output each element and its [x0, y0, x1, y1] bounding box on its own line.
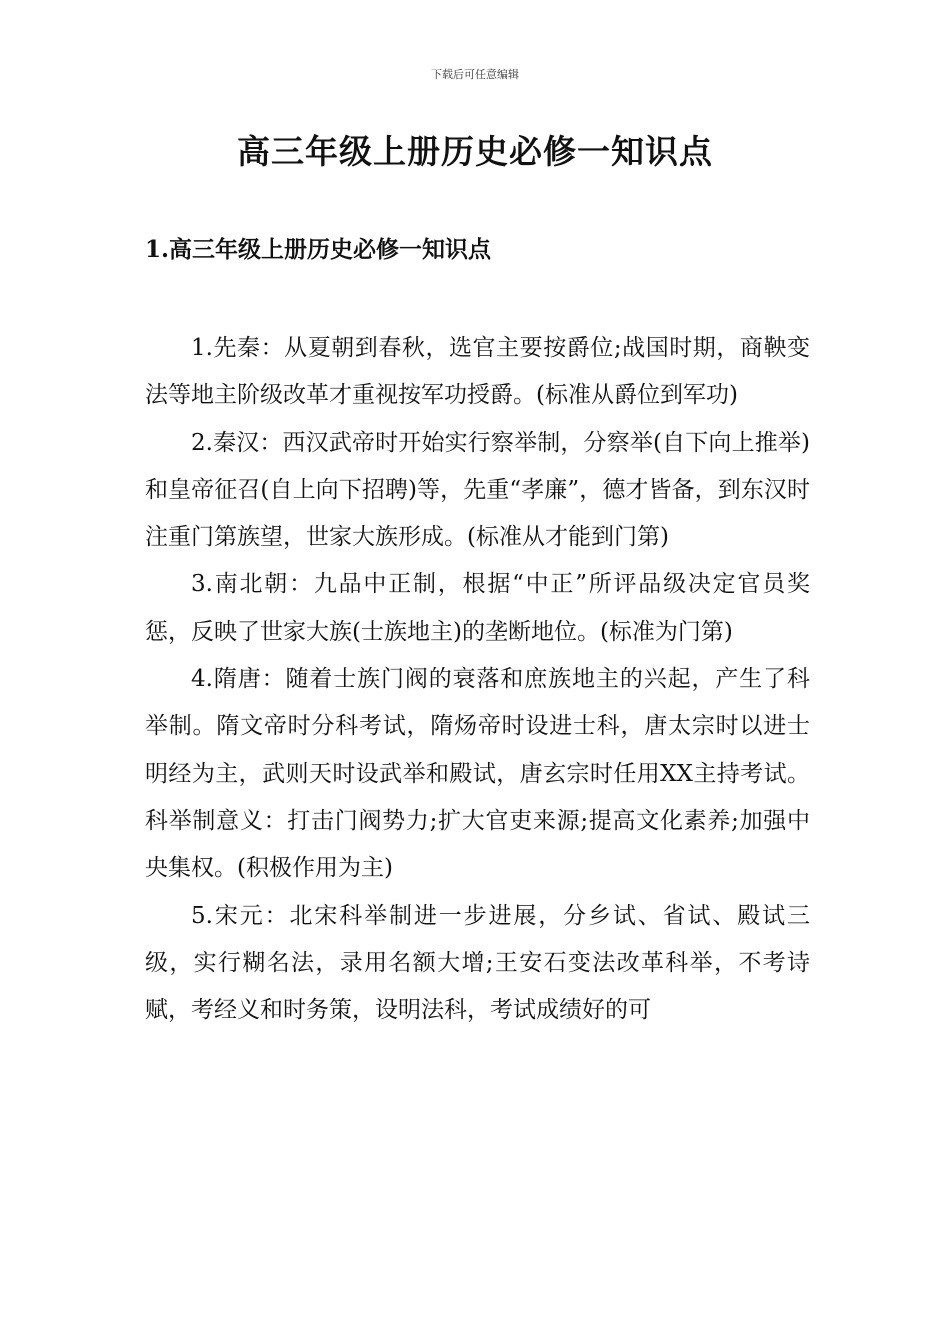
body-text — [145, 325, 810, 1034]
section-heading: 1.高三年级上册历史必修一知识点 — [145, 236, 492, 263]
paragraph-pre-qin: 1.先秦：从夏朝到春秋，选官主要按爵位;战国时期，商鞅变法等地主阶级改革才重视按军功授爵。(标准从爵位到军功) — [145, 335, 810, 409]
paragraph-song-yuan: 5.宋元：北宋科举制进一步进展，分乡试、省试、殿试三级，实行糊名法，录用名额大增;王安石变法改革科举，不考诗赋，考经义和时务策，设明法科，考试成绩好的可 — [145, 902, 810, 1024]
paragraph-qin-han: 2.秦汉：西汉武帝时开始实行察举制，分察举(自下向上推举)和皇帝征召(自上向下招聘)等，先重“孝廉”，德才皆备，到东汉时注重门第族望，世家大族形成。(标准从才能到门第) — [145, 429, 810, 551]
paragraph-sui-tang: 4.隋唐：随着士族门阀的衰落和庶族地主的兴起，产生了科举制。隋文帝时分科考试，隋炀帝时设进士科，唐太宗时以进士明经为主，武则天时设武举和殿试，唐玄宗时任用XX主持考试。科举制意义：打击门阀势力;扩大官吏来源;提高文化素养;加强中央集权。(积极作用为主) — [145, 666, 810, 882]
paragraph-northern-southern: 3.南北朝：九品中正制，根据“中正”所评品级决定官员奖惩，反映了世家大族(士族地主)的垄断地位。(标准为门第) — [145, 571, 810, 645]
header-note: 下载后可任意编辑 — [431, 68, 519, 81]
document-title: 高三年级上册历史必修一知识点 — [237, 132, 713, 171]
